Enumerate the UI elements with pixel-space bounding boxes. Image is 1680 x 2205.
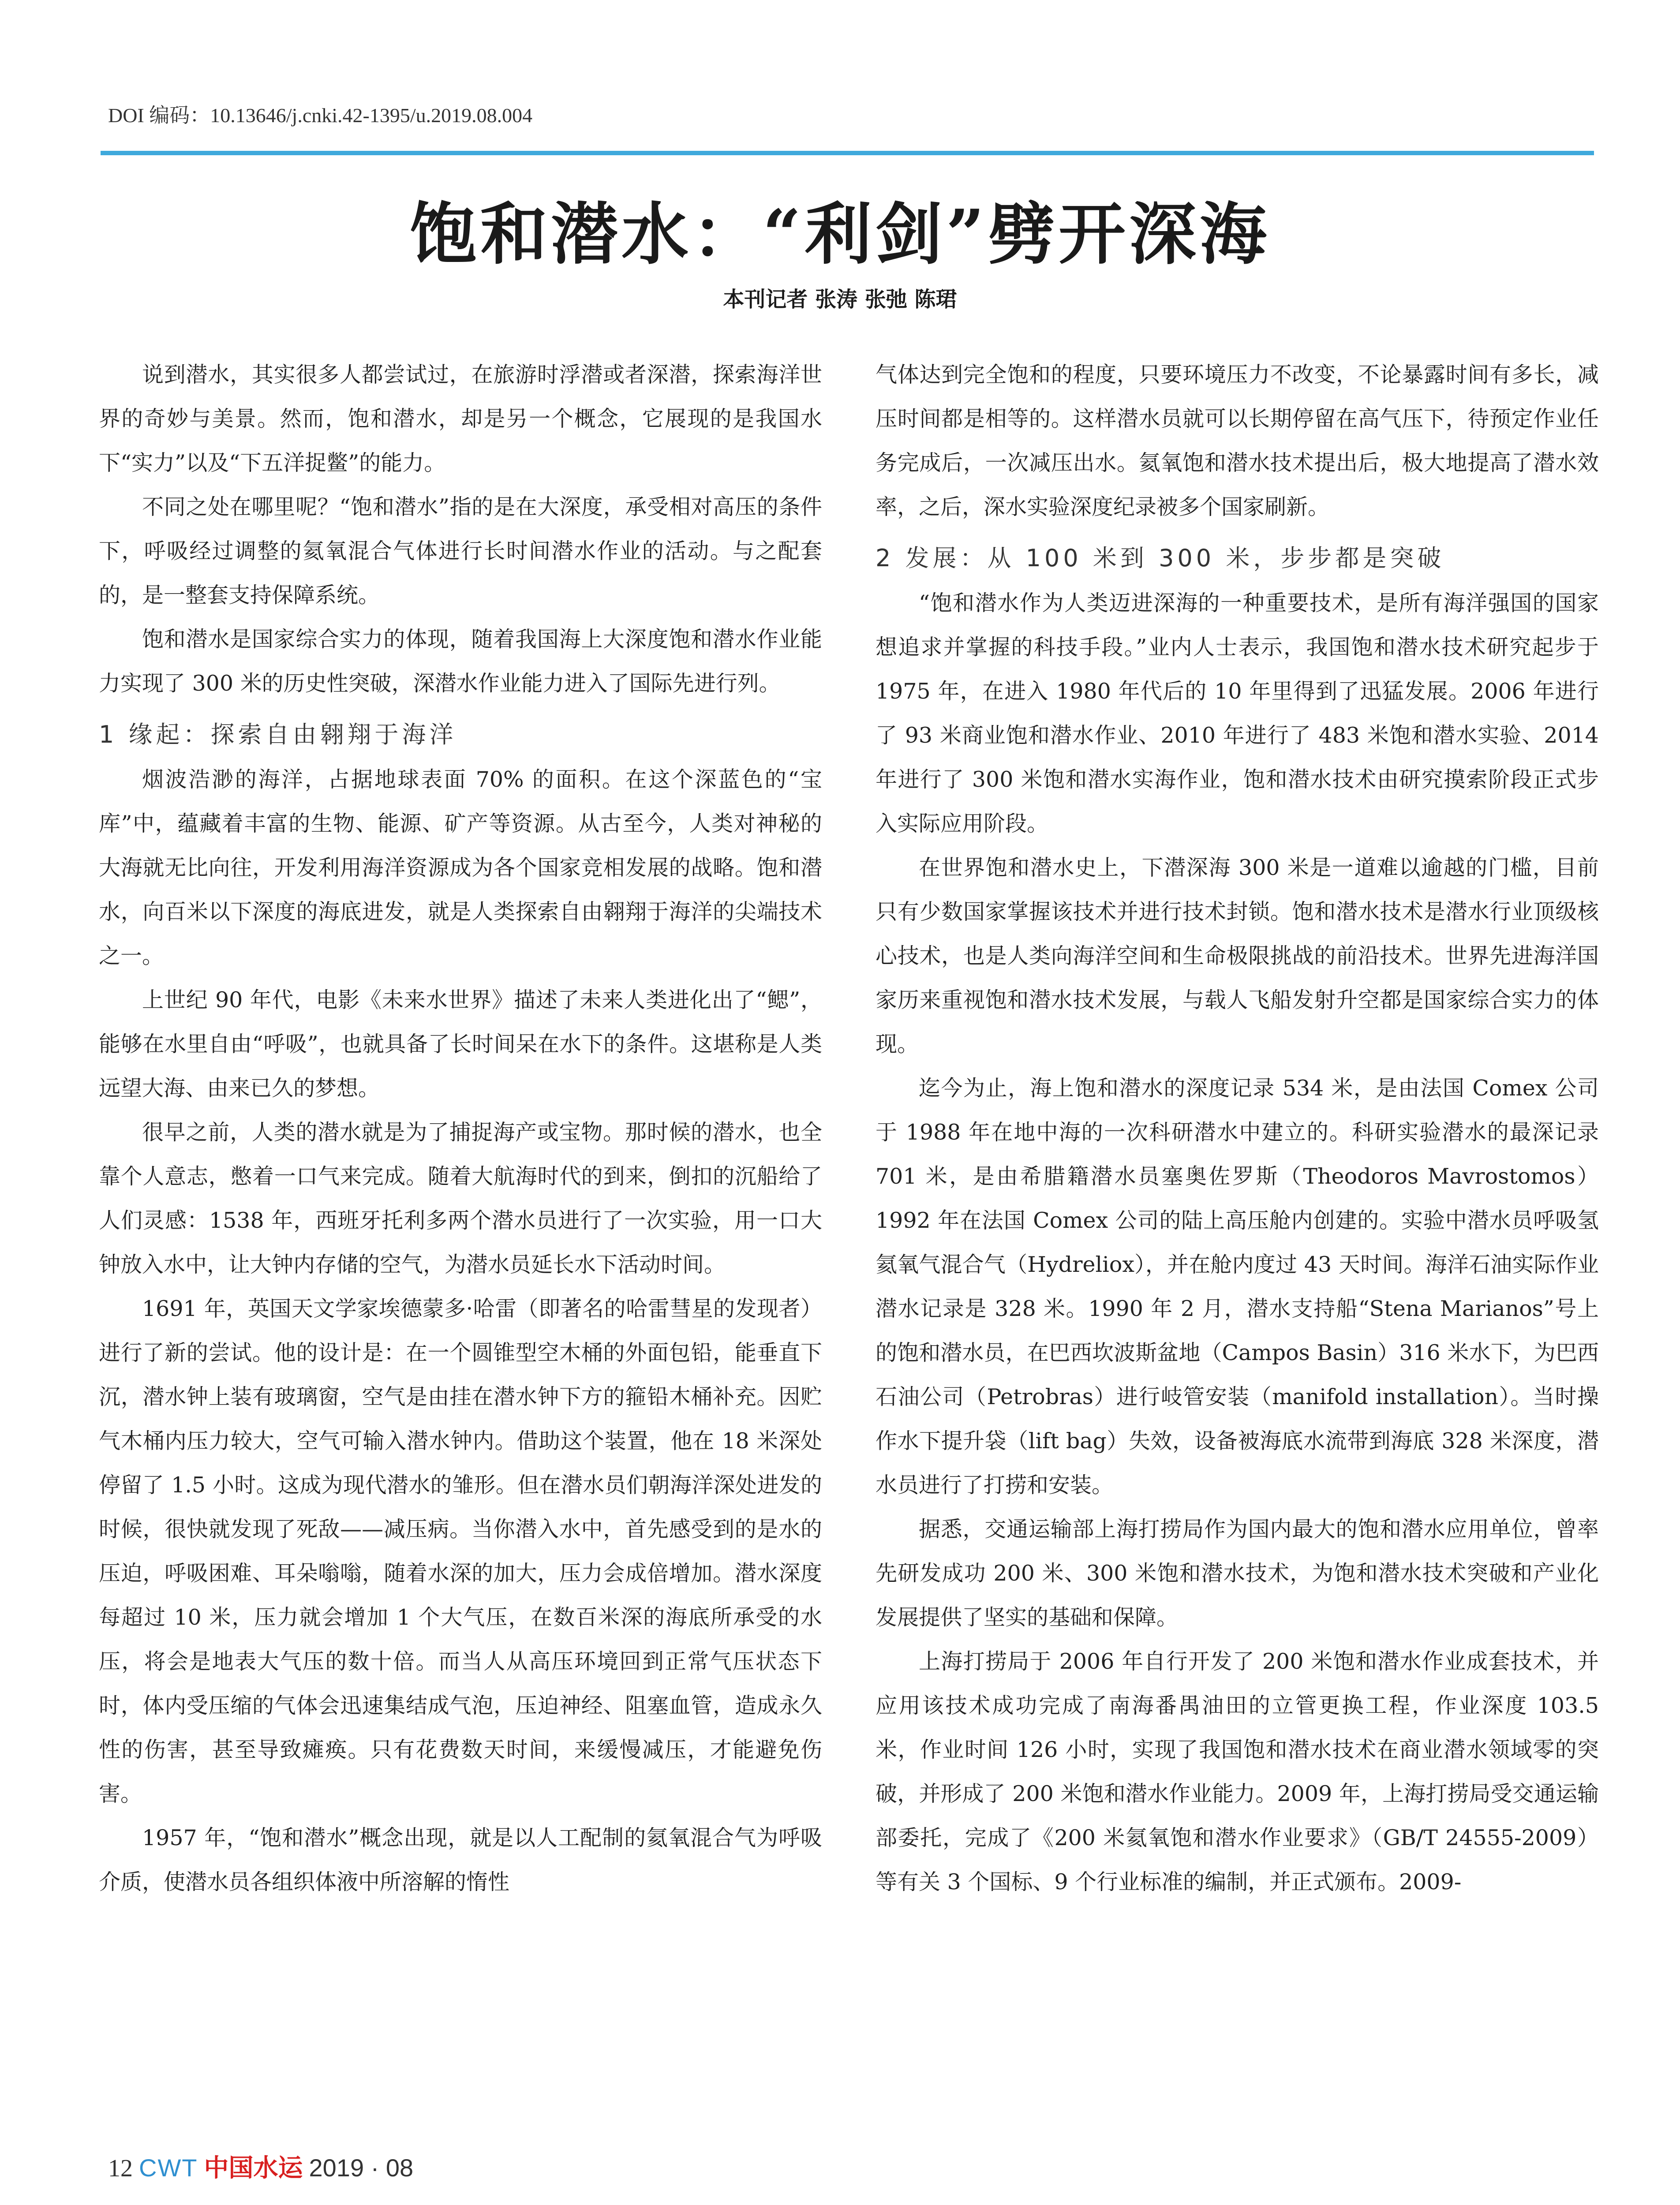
paragraph: 1957 年，“饱和潜水”概念出现，就是以人工配制的氦氧混合气为呼吸介质，使潜水员各组织体液中所溶解的惰性 (99, 1825, 822, 1895)
right-column (876, 353, 1599, 2073)
page-footer (108, 2149, 413, 2184)
section-heading-1: 1 缘起：探索自由翱翔于海洋 (99, 721, 457, 748)
paragraph: 饱和潜水是国家综合实力的体现，随着我国海上大深度饱和潜水作业能力实现了 300 米的历史性突破，深潜水作业能力进入了国际先进行列。 (99, 627, 822, 696)
paragraph: 在世界饱和潜水史上，下潜深海 300 米是一道难以逾越的门槛，目前只有少数国家掌握该技术并进行技术封锁。饱和潜水技术是潜水行业顶级核心技术，也是人类向海洋空间和生命极限挑战的前沿技术。世界先进海洋国家历来重视饱和潜水技术发展，与载人飞船发射升空都是国家综合实力的体现。 (876, 855, 1599, 1057)
paragraph: 很早之前，人类的潜水就是为了捕捉海产或宝物。那时候的潜水，也全靠个人意志，憋着一口气来完成。随着大航海时代的到来，倒扣的沉船给了人们灵感：1538 年，西班牙托利多两个潜水员进行了一次实验，用一口大钟放入水中，让大钟内存储的空气，为潜水员延长水下活动时间。 (99, 1120, 822, 1277)
paragraph: 迄今为止，海上饱和潜水的深度记录 534 米，是由法国 Comex 公司于 1988 年在地中海的一次科研潜水中建立的。科研实验潜水的最深记录 701 米，是由希腊籍潜水员塞奥佐罗斯（Theodoros Mavrostomos）1992 年在法国 Comex 公司的陆上高压舱内创建的。实验中潜水员呼吸氢氦氧气混合气（Hydreliox），并在舱内度过 43 天时间。海洋石油实际作业潜水记录是 328 米。1990 年 2 月，潜水支持船“Stena Marianos”号上的饱和潜水员，在巴西坎波斯盆地（Campos Basin）316 米水下，为巴西石油公司（Petrobras）进行岐管安装（manifold installation）。当时操作水下提升袋（lift bag）失效，设备被海底水流带到海底 328 米深度，潜水员进行了打捞和安装。 (876, 1076, 1599, 1498)
paragraph: 上世纪 90 年代，电影《未来水世界》描述了未来人类进化出了“鳃”，能够在水里自由“呼吸”，也就具备了长时间呆在水下的条件。这堪称是人类远望大海、由来已久的梦想。 (99, 987, 822, 1101)
paragraph: “饱和潜水作为人类迈进深海的一种重要技术，是所有海洋强国的国家想追求并掌握的科技手段。”业内人士表示，我国饱和潜水技术研究起步于 1975 年，在进入 1980 年代后的 10 年里得到了迅猛发展。2006 年进行了 93 米商业饱和潜水作业、2010 年进行了 483 米饱和潜水实验、2014 年进行了 300 米饱和潜水实海作业，饱和潜水技术由研究摸索阶段正式步入实际应用阶段。 (876, 590, 1599, 836)
doi-header: DOI 编码：10.13646/j.cnki.42-1395/u.2019.08.004 (108, 104, 533, 127)
paragraph: 不同之处在哪里呢？“饱和潜水”指的是在大深度，承受相对高压的条件下，呼吸经过调整的氦氧混合气体进行长时间潜水作业的活动。与之配套的，是一整套支持保障系统。 (99, 494, 822, 608)
left-column (99, 353, 822, 2073)
paragraph: 烟波浩渺的海洋，占据地球表面 70% 的面积。在这个深蓝色的“宝库”中，蕴藏着丰富的生物、能源、矿产等资源。从古至今，人类对神秘的大海就无比向往，开发利用海洋资源成为各个国家竞相发展的战略。饱和潜水，向百米以下深度的海底进发，就是人类探索自由翱翔于海洋的尖端技术之一。 (99, 767, 822, 968)
magazine-logo-cwt: CWT (139, 2154, 198, 2182)
section-heading-2: 2 发展：从 100 米到 300 米，步步都是突破 (876, 544, 1445, 572)
issue-number: 2019 · 08 (309, 2154, 414, 2182)
article-byline: 本刊记者 张涛 张弛 陈珺 (723, 287, 957, 312)
paragraph: 气体达到完全饱和的程度，只要环境压力不改变，不论暴露时间有多长，减压时间都是相等的。这样潜水员就可以长期停留在高气压下，待预定作业任务完成后，一次减压出水。氦氧饱和潜水技术提出后，极大地提高了潜水效率，之后，深水实验深度纪录被多个国家刷新。 (876, 362, 1599, 519)
article-title: 饱和潜水：“利剑”劈开深海 (410, 194, 1270, 273)
paragraph: 说到潜水，其实很多人都尝试过，在旅游时浮潜或者深潜，探索海洋世界的奇妙与美景。然而，饱和潜水，却是另一个概念，它展现的是我国水下“实力”以及“下五洋捉鳖”的能力。 (99, 362, 822, 475)
paragraph: 据悉，交通运输部上海打捞局作为国内最大的饱和潜水应用单位，曾率先研发成功 200 米、300 米饱和潜水技术，为饱和潜水技术突破和产业化发展提供了坚实的基础和保障。 (876, 1517, 1599, 1630)
magazine-name: 中国水运 (204, 2154, 303, 2183)
paragraph: 1691 年，英国天文学家埃德蒙多·哈雷（即著名的哈雷彗星的发现者）进行了新的尝试。他的设计是：在一个圆锥型空木桶的外面包铅，能垂直下沉，潜水钟上装有玻璃窗，空气是由挂在潜水钟下方的箍铅木桶补充。因贮气木桶内压力较大，空气可输入潜水钟内。借助这个装置，他在 18 米深处停留了 1.5 小时。这成为现代潜水的雏形。但在潜水员们朝海洋深处进发的时候，很快就发现了死敌——减压病。当你潜入水中，首先感受到的是水的压迫，呼吸困难、耳朵嗡嗡，随着水深的加大，压力会成倍增加。潜水深度每超过 10 米，压力就会增加 1 个大气压，在数百米深的海底所承受的水压，将会是地表大气压的数十倍。而当人从高压环境回到正常气压状态下时，体内受压缩的气体会迅速集结成气泡，压迫神经、阻塞血管，造成永久性的伤害，甚至导致瘫痪。只有花费数天时间，来缓慢减压，才能避免伤害。 (99, 1296, 822, 1806)
header-rule (101, 151, 1594, 155)
paragraph: 上海打捞局于 2006 年自行开发了 200 米饱和潜水作业成套技术，并应用该技术成功完成了南海番禺油田的立管更换工程，作业深度 103.5 米，作业时间 126 小时，实现了我国饱和潜水技术在商业潜水领域零的突破，并形成了 200 米饱和潜水作业能力。2009 年，上海打捞局受交通运输部委托，完成了《200 米氦氧饱和潜水作业要求》（GB/T 24555-2009）等有关 3 个国标、9 个行业标准的编制，并正式颁布。2009- (876, 1649, 1599, 1895)
page-number: 12 (108, 2155, 133, 2182)
